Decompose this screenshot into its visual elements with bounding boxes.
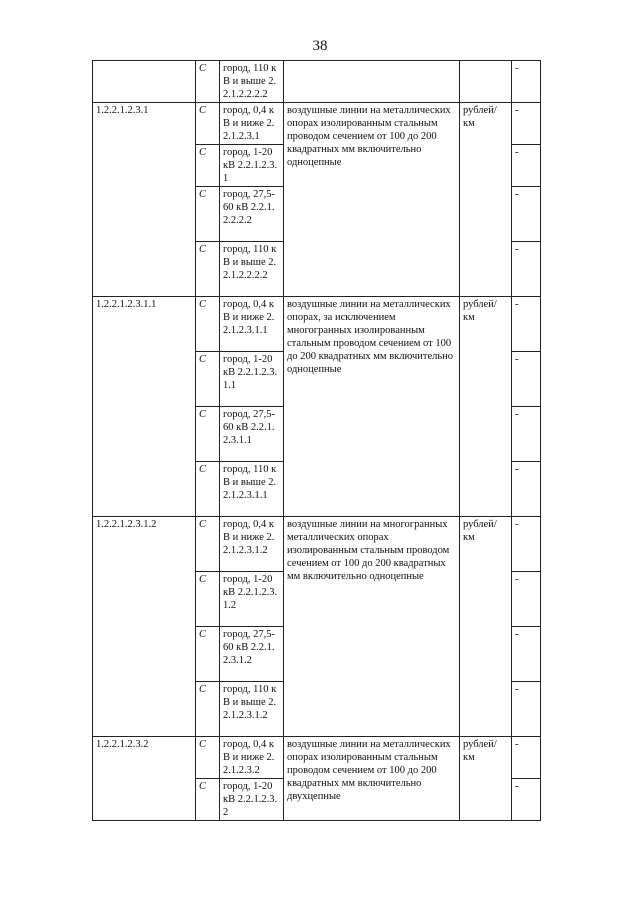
category-cell: С xyxy=(196,145,220,187)
unit-cell: рублей/ км xyxy=(460,297,512,517)
category-cell: С xyxy=(196,407,220,462)
category-cell: С xyxy=(196,187,220,242)
category-cell: С xyxy=(196,242,220,297)
value-cell: - xyxy=(512,187,541,242)
value-cell: - xyxy=(512,682,541,737)
value-cell: - xyxy=(512,737,541,779)
place-cell: город, 0,4 кВ и ниже 2.2.1.2.3.1.2 xyxy=(220,517,284,572)
description-cell xyxy=(284,61,460,103)
table-row xyxy=(93,737,541,779)
value-cell: - xyxy=(512,517,541,572)
place-cell: город, 0,4 кВ и ниже 2.2.1.2.3.1 xyxy=(220,103,284,145)
value-cell: - xyxy=(512,627,541,682)
place-cell: город, 110 кВ и выше 2.2.1.2.3.1.2 xyxy=(220,682,284,737)
value-cell: - xyxy=(512,242,541,297)
description-cell: воздушные линии на металлических опорах изолированным стальным проводом сечением от 100 до 200 квадратных мм включительно одноцепные xyxy=(284,103,460,297)
unit-cell: рублей/ км xyxy=(460,517,512,737)
description-cell: воздушные линии на металлических опорах, за исключением многогранных изолированным стальным проводом сечением от 100 до 200 квадратных мм включительно одноцепные xyxy=(284,297,460,517)
value-cell: - xyxy=(512,352,541,407)
unit-cell: рублей/ км xyxy=(460,737,512,821)
code-cell xyxy=(93,61,196,103)
unit-cell xyxy=(460,61,512,103)
place-cell: город, 110 кВ и выше 2.2.1.2.2.2.2 xyxy=(220,242,284,297)
code-cell: 1.2.2.1.2.3.2 xyxy=(93,737,196,821)
place-cell: город, 110 кВ и выше 2.2.1.2.2.2.2 xyxy=(220,61,284,103)
place-cell: город, 0,4 кВ и ниже 2.2.1.2.3.2 xyxy=(220,737,284,779)
unit-cell: рублей/ км xyxy=(460,103,512,297)
value-cell: - xyxy=(512,297,541,352)
place-cell: город, 1-20 кВ 2.2.1.2.3.1.2 xyxy=(220,572,284,627)
description-cell: воздушные линии на многогранных металлических опорах изолированным стальным проводом сечением от 100 до 200 квадратных мм включительно одноцепные xyxy=(284,517,460,737)
category-cell: С xyxy=(196,682,220,737)
place-cell: город, 27,5-60 кВ 2.2.1.2.2.2.2 xyxy=(220,187,284,242)
place-cell: город, 1-20 кВ 2.2.1.2.3.1.1 xyxy=(220,352,284,407)
category-cell: С xyxy=(196,627,220,682)
page-number: 38 xyxy=(312,38,328,54)
table-row xyxy=(93,517,541,572)
category-cell: С xyxy=(196,737,220,779)
table-row xyxy=(93,61,541,103)
value-cell: - xyxy=(512,407,541,462)
category-cell: С xyxy=(196,103,220,145)
rates-table xyxy=(92,60,541,821)
category-cell: С xyxy=(196,297,220,352)
category-cell: С xyxy=(196,517,220,572)
table-row xyxy=(93,103,541,145)
value-cell: - xyxy=(512,779,541,821)
code-cell: 1.2.2.1.2.3.1.1 xyxy=(93,297,196,517)
table-row xyxy=(93,297,541,352)
place-cell: город, 27,5-60 кВ 2.2.1.2.3.1.2 xyxy=(220,627,284,682)
code-cell: 1.2.2.1.2.3.1 xyxy=(93,103,196,297)
value-cell: - xyxy=(512,145,541,187)
category-cell: С xyxy=(196,779,220,821)
place-cell: город, 1-20 кВ 2.2.1.2.3.2 xyxy=(220,779,284,821)
value-cell: - xyxy=(512,572,541,627)
value-cell: - xyxy=(512,462,541,517)
description-cell: воздушные линии на металлических опорах изолированным стальным проводом сечением от 100 до 200 квадратных мм включительно двухцепные xyxy=(284,737,460,821)
place-cell: город, 27,5-60 кВ 2.2.1.2.3.1.1 xyxy=(220,407,284,462)
place-cell: город, 0,4 кВ и ниже 2.2.1.2.3.1.1 xyxy=(220,297,284,352)
category-cell: С xyxy=(196,61,220,103)
category-cell: С xyxy=(196,572,220,627)
category-cell: С xyxy=(196,352,220,407)
value-cell: - xyxy=(512,103,541,145)
place-cell: город, 110 кВ и выше 2.2.1.2.3.1.1 xyxy=(220,462,284,517)
place-cell: город, 1-20 кВ 2.2.1.2.3.1 xyxy=(220,145,284,187)
rates-table-body xyxy=(93,61,541,821)
code-cell: 1.2.2.1.2.3.1.2 xyxy=(93,517,196,737)
category-cell: С xyxy=(196,462,220,517)
value-cell: - xyxy=(512,61,541,103)
